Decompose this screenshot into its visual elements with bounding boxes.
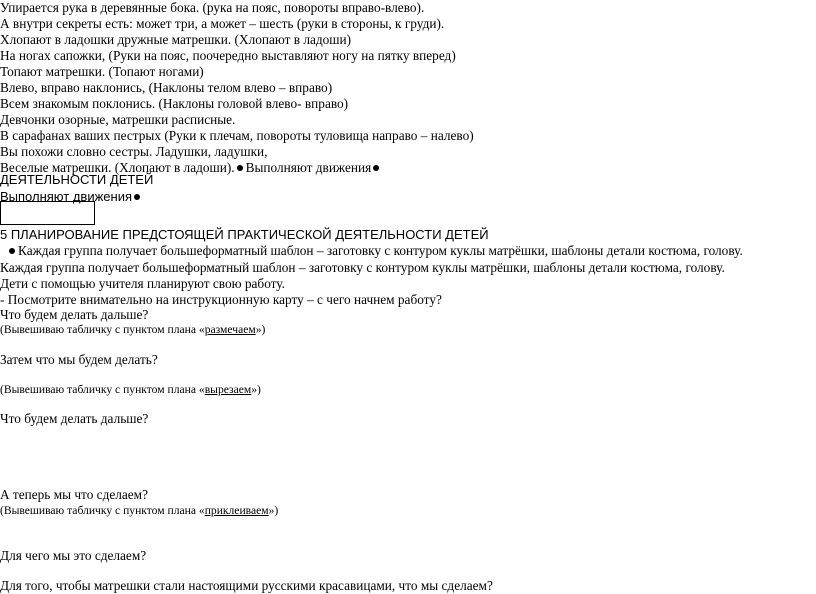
empty-box [0,201,95,225]
poem-line: Девчонки озорные, матрешки расписные. [0,112,236,127]
bullet-item [7,243,743,259]
poem-line: Хлопают в ладошки дружные матрешки. (Хлопают в ладоши) [0,32,352,47]
section-title: ДЕЯТЕЛЬНОСТИ ДЕТЕЙ [0,172,154,187]
poem-text: Веселые матрешки. (Хлопают в ладоши). [0,160,235,175]
poem-line: Топают матрешки. (Топают ногами) [0,64,204,79]
bullet-icon [237,165,243,171]
section-5-title: 5 ПЛАНИРОВАНИЕ ПРЕДСТОЯЩЕЙ ПРАКТИЧЕСКОЙ ДЕЯТЕЛЬНОСТИ ДЕТЕЙ [0,227,489,242]
poem-line: Вы похожи словно сестры. Ладушки, ладушки, [0,144,268,159]
body-line: Дети с помощью учителя планируют свою работу. [0,276,285,291]
plan-prefix: (Вывешиваю табличку с пунктом плана « [0,323,205,336]
question-line: Что будем делать дальше? [0,411,149,426]
action-note-text: Выполняют движения [0,189,132,204]
plan-suffix: ») [268,504,279,517]
body-line: Каждая группа получает большеформатный шаблон – заготовку с контуром куклы матрёшки, шаблоны детали костюма, голову. [0,260,725,275]
poem-line: В сарафанах ваших пестрых (Руки к плечам, повороты туловища направо – налево) [0,128,474,143]
question-line: Для того, чтобы матрешки стали настоящими русскими красавицами, что мы сделаем? [0,578,493,593]
plan-suffix: ») [251,383,261,396]
bullet-icon [9,248,15,254]
plan-suffix: ») [255,323,266,336]
plan-step: вырезаем [204,383,252,396]
plan-step: размечаем [204,323,256,336]
action-note: Выполняют движения [245,160,372,175]
poem-line: Упирается рука в деревянные бока. (рука на пояс, повороты вправо-влево). [0,0,425,15]
bullet-icon [373,165,379,171]
poem-line: А внутри секреты есть: может три, а может – шесть (руки в стороны, к груди). [0,16,445,31]
question-line: Затем что мы будем делать? [0,352,158,367]
poem-line: Влево, вправо наклонись, (Наклоны телом влево – вправо) [0,80,333,95]
poem-line: Всем знакомым поклонись. (Наклоны головой влево- вправо) [0,96,349,111]
body-line: - Посмотрите внимательно на инструкционную карту – с чего начнем работу? [0,292,442,307]
plan-note-3 [0,503,278,519]
plan-note-2 [0,382,261,398]
bullet-text: Каждая группа получает большеформатный шаблон – заготовку с контуром куклы матрёшки, шаблоны детали костюма, голову. [18,243,743,258]
plan-prefix: (Вывешиваю табличку с пунктом плана « [0,504,205,517]
plan-step: приклеиваем [204,504,269,517]
plan-prefix: (Вывешиваю табличку с пунктом плана « [0,383,205,396]
poem-line: На ногах сапожки, (Руки на пояс, поочередно выставляют ногу на пятку вперед) [0,48,456,63]
body-line: Что будем делать дальше? [0,307,149,322]
question-line: А теперь мы что сделаем? [0,487,148,502]
question-line: Для чего мы это сделаем? [0,548,147,563]
plan-note-1 [0,322,265,338]
bullet-icon [134,194,140,200]
